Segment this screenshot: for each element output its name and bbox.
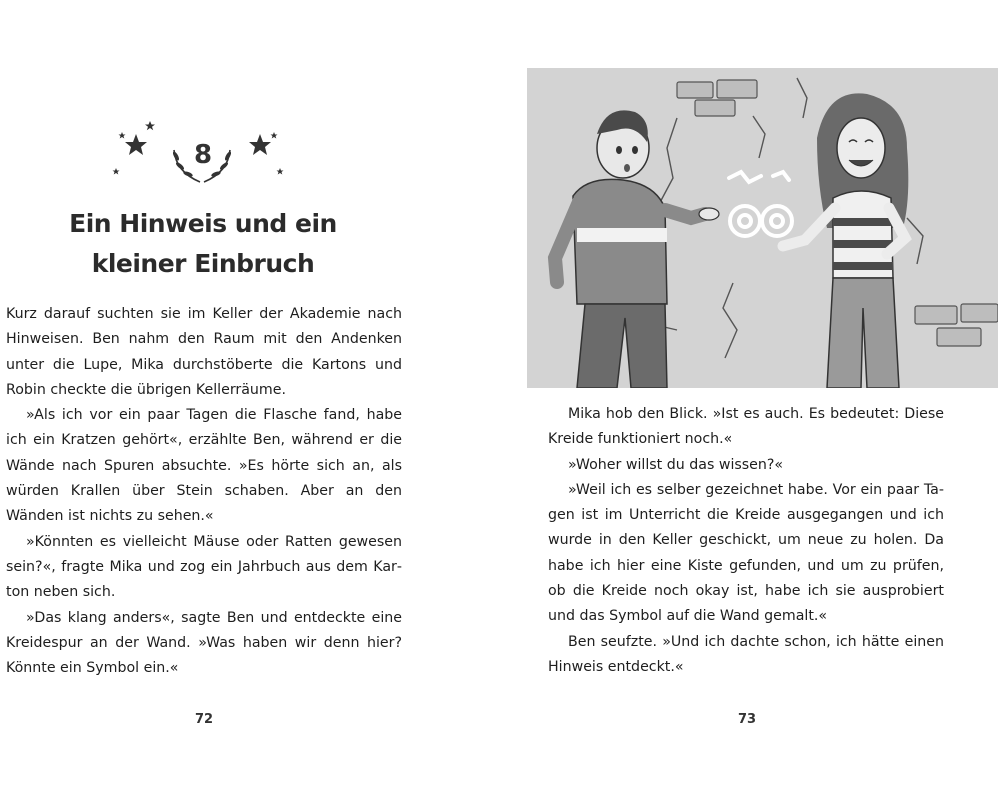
paragraph: »Könnten es vielleicht Mäuse oder Ratten gewesen sein?«, fragte Mika und zog ein Jahrbuch aus dem Karton neben sich. [6, 533, 402, 601]
star-icon [271, 132, 278, 139]
paragraph: Mika hob den Blick. »Ist es auch. Es bedeutet: Diese Kreide funktioniert noch.« [548, 406, 944, 448]
illustration-artwork [527, 68, 998, 388]
chapter-illustration [527, 68, 998, 388]
paragraph: »Weil ich es selber gezeichnet habe. Vor ein paar Tagen ist im Unterricht die Kreide ausgegangen und ich wurde in den Keller geschickt, um neue zu holen. Da habe ich hier eine Kiste gefunden, und um zu prüfen, ob die Kreide noch okay ist, habe ich sie ausprobiert und das Symbol auf die Wand gemalt.« [548, 481, 944, 625]
paragraph: Ben seufzte. »Und ich dachte schon, ich hätte einen Hinweis entdeckt.« [548, 633, 944, 675]
page-number-right: 73 [738, 712, 757, 727]
star-icon [145, 121, 155, 130]
chapter-title-line-2: kleiner Einbruch [91, 249, 315, 278]
chapter-title-line-1: Ein Hinweis und ein [69, 209, 337, 238]
chapter-number: 8 [193, 140, 213, 170]
right-page-text [548, 402, 944, 680]
right-page [500, 0, 1000, 800]
paragraph: »Als ich vor ein paar Tagen die Flasche fand, habe ich ein Kratzen gehört«, erzählte Ben, während er die Wände nach Spuren absuchte. »Es hörte sich an, als würden Krallen über Stein schaben. Aber an den Wänden ist nichts zu sehen.« [6, 407, 402, 525]
paragraph: »Das klang anders«, sagte Ben und entdeckte eine Kreidespur an der Wand. »Was haben wir denn hier? Könnte ein Symbol ein.« [6, 609, 402, 677]
left-page-text [6, 302, 402, 681]
chapter-title [0, 204, 406, 284]
star-icon [119, 132, 126, 139]
page-number-left: 72 [195, 712, 214, 727]
paragraph: Kurz darauf suchten sie im Keller der Akademie nach Hinweisen. Ben nahm den Raum mit den Andenken unter die Lupe, Mika durchstöberte die Kartons und Robin checkte die übrigen Kellerräume. [6, 306, 402, 398]
paragraph: »Woher willst du das wissen?« [568, 456, 784, 473]
